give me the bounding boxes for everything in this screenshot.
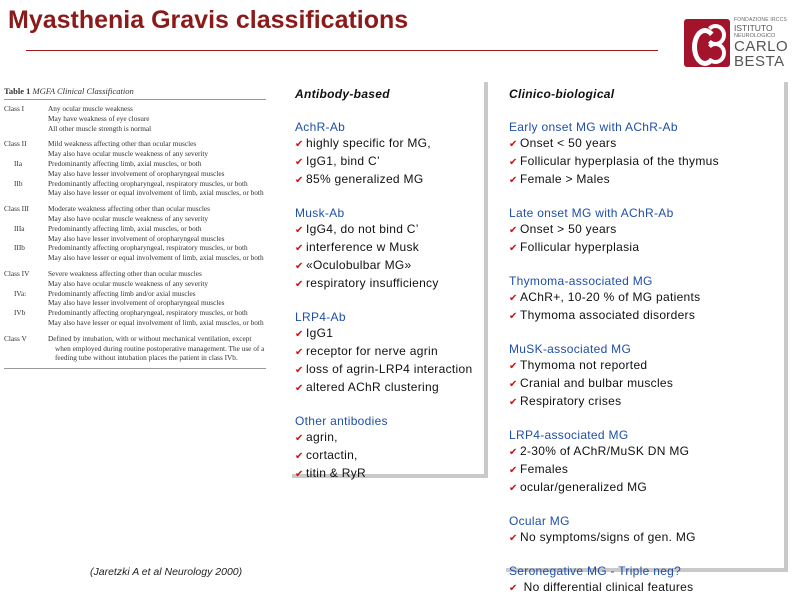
group-title: MuSK-associated MG	[509, 342, 632, 356]
list-item-text: 85% generalized MG	[306, 172, 424, 186]
class-label: Class I	[4, 104, 25, 113]
checkmark-icon: ✔	[509, 583, 518, 594]
checkmark-icon: ✔	[295, 243, 304, 254]
class-label: IVb	[14, 308, 26, 318]
logo-istituto: ISTITUTO	[734, 23, 773, 33]
checkmark-icon: ✔	[509, 175, 518, 186]
table-rows	[4, 104, 266, 363]
table-row	[4, 269, 266, 279]
table-row	[4, 179, 266, 189]
class-label: Class IV	[4, 268, 30, 278]
checkmark-icon: ✔	[295, 347, 304, 358]
checkmark-icon: ✔	[295, 329, 304, 340]
checkmark-icon: ✔	[509, 311, 518, 322]
clinico-biological-panel	[506, 82, 788, 594]
list-item-text: No symptoms/signs of gen. MG	[520, 530, 696, 544]
citation: (Jaretzki A et al Neurology 2000)	[90, 566, 243, 578]
list-item	[295, 171, 484, 189]
classification-group	[509, 341, 784, 411]
list-item	[295, 135, 484, 153]
class-description: May also have lesser or equal involvement of limb, axial muscles, or both	[48, 253, 264, 263]
list-item	[509, 579, 784, 597]
list-item	[295, 429, 484, 447]
list-item-text: interference w Musk	[306, 240, 420, 254]
list-item	[295, 379, 484, 397]
checkmark-icon: ✔	[295, 469, 304, 480]
group-title: Late onset MG with AChR-Ab	[509, 206, 674, 220]
class-description: Predominantly affecting oropharyngeal, respiratory muscles, or both	[48, 243, 248, 253]
list-item-text: altered AChR clustering	[306, 380, 439, 394]
checkmark-icon: ✔	[295, 139, 304, 150]
class-label: IIa	[14, 158, 23, 168]
group-title: Thymoma-associated MG	[509, 274, 653, 288]
table-row	[4, 114, 266, 124]
table-row	[4, 204, 266, 214]
table-row	[4, 289, 266, 299]
list-item	[295, 447, 484, 465]
list-item	[295, 221, 484, 239]
list-item	[509, 289, 784, 307]
class-description: May have weakness of eye closure	[48, 113, 150, 123]
checkmark-icon: ✔	[509, 465, 518, 476]
class-description: Any ocular muscle weakness	[48, 104, 133, 113]
list-item-text: AChR+, 10-20 % of MG patients	[520, 290, 701, 304]
group-title: Early onset MG with AChR-Ab	[509, 120, 678, 134]
class-description: May also have ocular muscle weakness of any severity	[48, 278, 209, 288]
group-title: LRP4-associated MG	[509, 428, 629, 442]
class-description: May also have lesser or equal involvement of limb, axial muscles, or both	[48, 317, 264, 327]
class-description: May also have lesser involvement of oropharyngeal muscles	[48, 168, 225, 178]
list-item-text: Follicular hyperplasia	[520, 240, 640, 254]
classification-group	[295, 309, 484, 397]
list-item	[295, 325, 484, 343]
class-label: Class V	[4, 333, 27, 343]
class-description: Defined by intubation, with or without mechanical ventilation, except when employed during routine postoperative management. The use of a feeding tube without intubation places the patient in class IVb.	[48, 333, 265, 363]
checkmark-icon: ✔	[295, 383, 304, 394]
list-item	[509, 307, 784, 325]
table-row	[4, 188, 266, 198]
checkmark-icon: ✔	[509, 379, 518, 390]
classification-group	[509, 427, 784, 497]
list-item	[295, 361, 484, 379]
checkmark-icon: ✔	[295, 433, 304, 444]
list-item-text: IgG1	[306, 326, 334, 340]
list-item-text: Female > Males	[520, 172, 610, 186]
list-item	[295, 257, 484, 275]
title-divider	[26, 50, 658, 51]
classification-group	[509, 205, 784, 257]
classification-group	[295, 205, 484, 293]
class-description: May also have ocular muscle weakness of any severity	[48, 213, 209, 223]
logo-neurologico: NEUROLOGICO	[734, 32, 776, 39]
list-item-text: Onset > 50 years	[520, 222, 617, 236]
class-description: Mild weakness affecting other than ocular muscles	[48, 139, 197, 149]
table-row	[4, 253, 266, 263]
list-item-text: loss of agrin-LRP4 interaction	[306, 362, 473, 376]
checkmark-icon: ✔	[295, 175, 304, 186]
class-description: May also have ocular muscle weakness of any severity	[48, 149, 209, 159]
table-row	[4, 224, 266, 234]
list-item	[509, 357, 784, 375]
list-item	[509, 221, 784, 239]
logo-name-carlo: CARLO	[734, 38, 789, 55]
table-caption-text: MGFA Clinical Classification	[30, 86, 134, 96]
checkmark-icon: ✔	[509, 293, 518, 304]
class-description: Predominantly affecting oropharyngeal, respiratory muscles, or both	[48, 308, 248, 318]
list-item-text: receptor for nerve agrin	[306, 344, 438, 358]
table-row	[4, 334, 266, 363]
list-item-text: Thymoma not reported	[520, 358, 648, 372]
table-row	[4, 318, 266, 328]
checkmark-icon: ✔	[509, 447, 518, 458]
table-row	[4, 298, 266, 308]
class-description: Predominantly affecting oropharyngeal, respiratory muscles, or both	[48, 178, 248, 188]
list-item-text: Respiratory crises	[520, 394, 622, 408]
clinico-groups	[509, 119, 784, 597]
list-item-text: Females	[520, 462, 569, 476]
table-row	[4, 159, 266, 169]
class-description: Predominantly affecting limb and/or axial muscles	[48, 288, 196, 298]
table-row	[4, 214, 266, 224]
list-item	[509, 375, 784, 393]
class-description: May also have lesser involvement of oropharyngeal muscles	[48, 233, 225, 243]
list-item	[509, 171, 784, 189]
table-bottom-rule	[4, 368, 266, 369]
table-row	[4, 308, 266, 318]
list-item-text: Thymoma associated disorders	[520, 308, 696, 322]
checkmark-icon: ✔	[295, 157, 304, 168]
class-label: Class II	[4, 139, 27, 149]
list-item-text: Onset < 50 years	[520, 136, 617, 150]
checkmark-icon: ✔	[295, 365, 304, 376]
institute-logo	[684, 18, 794, 70]
table-row	[4, 149, 266, 159]
list-item	[509, 239, 784, 257]
list-item	[509, 135, 784, 153]
table-row	[4, 234, 266, 244]
list-item-text: Cranial and bulbar muscles	[520, 376, 674, 390]
checkmark-icon: ✔	[509, 397, 518, 408]
list-item	[295, 465, 484, 483]
slide-title: Myasthenia Gravis classifications	[8, 6, 409, 34]
group-title: Musk-Ab	[295, 206, 345, 220]
list-item-text: cortactin,	[306, 448, 358, 462]
list-item	[295, 275, 484, 293]
table-row	[4, 169, 266, 179]
list-item-text: titin & RyR	[306, 466, 366, 480]
group-title: Other antibodies	[295, 414, 388, 428]
antibody-based-panel	[292, 82, 488, 478]
clinico-panel-heading: Clinico-biological	[509, 87, 615, 101]
table-top-rule	[4, 99, 266, 100]
checkmark-icon: ✔	[295, 451, 304, 462]
list-item-text: No differential clinical features	[520, 580, 694, 594]
group-title: Seronegative MG - Triple neg?	[509, 564, 682, 578]
list-item-text: ocular/generalized MG	[520, 480, 648, 494]
checkmark-icon: ✔	[295, 261, 304, 272]
list-item-text: IgG1, bind C’	[306, 154, 380, 168]
mgfa-classification-table	[4, 86, 266, 558]
group-title: LRP4-Ab	[295, 310, 346, 324]
class-description: May also have lesser involvement of oropharyngeal muscles	[48, 298, 225, 308]
table-row	[4, 104, 266, 114]
list-item-text: respiratory insufficiency	[306, 276, 439, 290]
antibody-panel-heading: Antibody-based	[295, 87, 390, 101]
checkmark-icon: ✔	[509, 225, 518, 236]
checkmark-icon: ✔	[509, 361, 518, 372]
class-label: Class III	[4, 204, 29, 214]
list-item	[509, 443, 784, 461]
list-item	[509, 153, 784, 171]
group-title: AchR-Ab	[295, 120, 346, 134]
list-item-text: IgG4, do not bind C’	[306, 222, 419, 236]
checkmark-icon: ✔	[509, 243, 518, 254]
classification-group	[509, 273, 784, 325]
class-label: IIIb	[14, 243, 25, 253]
list-item	[295, 153, 484, 171]
class-description: Moderate weakness affecting other than ocular muscles	[48, 204, 210, 214]
group-title: Ocular MG	[509, 514, 570, 528]
list-item-text: Follicular hyperplasia of the thymus	[520, 154, 719, 168]
table-row	[4, 243, 266, 253]
checkmark-icon: ✔	[509, 533, 518, 544]
list-item	[509, 529, 784, 547]
list-item-text: highly specific for MG,	[306, 136, 431, 150]
classification-group	[509, 563, 784, 597]
table-caption	[4, 86, 266, 96]
list-item	[509, 393, 784, 411]
class-label: IVa:	[14, 288, 27, 298]
class-description: All other muscle strength is normal	[48, 123, 152, 133]
list-item	[295, 343, 484, 361]
antibody-groups	[295, 119, 484, 483]
classification-group	[295, 413, 484, 483]
class-label: IIIa	[14, 223, 25, 233]
checkmark-icon: ✔	[295, 225, 304, 236]
list-item-text: agrin,	[306, 430, 338, 444]
checkmark-icon: ✔	[509, 483, 518, 494]
logo-text	[734, 18, 788, 69]
class-description: Severe weakness affecting other than ocular muscles	[48, 268, 202, 278]
list-item	[295, 239, 484, 257]
class-description: Predominantly affecting limb, axial muscles, or both	[48, 158, 202, 168]
list-item-text: «Oculobulbar MG»	[306, 258, 412, 272]
list-item-text: 2-30% of AChR/MuSK DN MG	[520, 444, 690, 458]
list-item	[509, 479, 784, 497]
checkmark-icon: ✔	[509, 157, 518, 168]
list-item	[509, 461, 784, 479]
class-description: May also have lesser or equal involvement of limb, axial muscles, or both	[48, 188, 264, 198]
checkmark-icon: ✔	[509, 139, 518, 150]
checkmark-icon: ✔	[295, 279, 304, 290]
table-row	[4, 139, 266, 149]
logo-mark-icon	[684, 19, 730, 67]
table-row	[4, 279, 266, 289]
classification-group	[509, 513, 784, 547]
class-label: IIb	[14, 178, 23, 188]
class-description: Predominantly affecting limb, axial muscles, or both	[48, 223, 202, 233]
table-row	[4, 124, 266, 134]
classification-group	[295, 119, 484, 189]
classification-group	[509, 119, 784, 189]
logo-name-besta: BESTA	[734, 53, 785, 70]
table-caption-number: Table 1	[4, 86, 31, 96]
logo-foundation: FONDAZIONE IRCCS	[734, 17, 787, 23]
